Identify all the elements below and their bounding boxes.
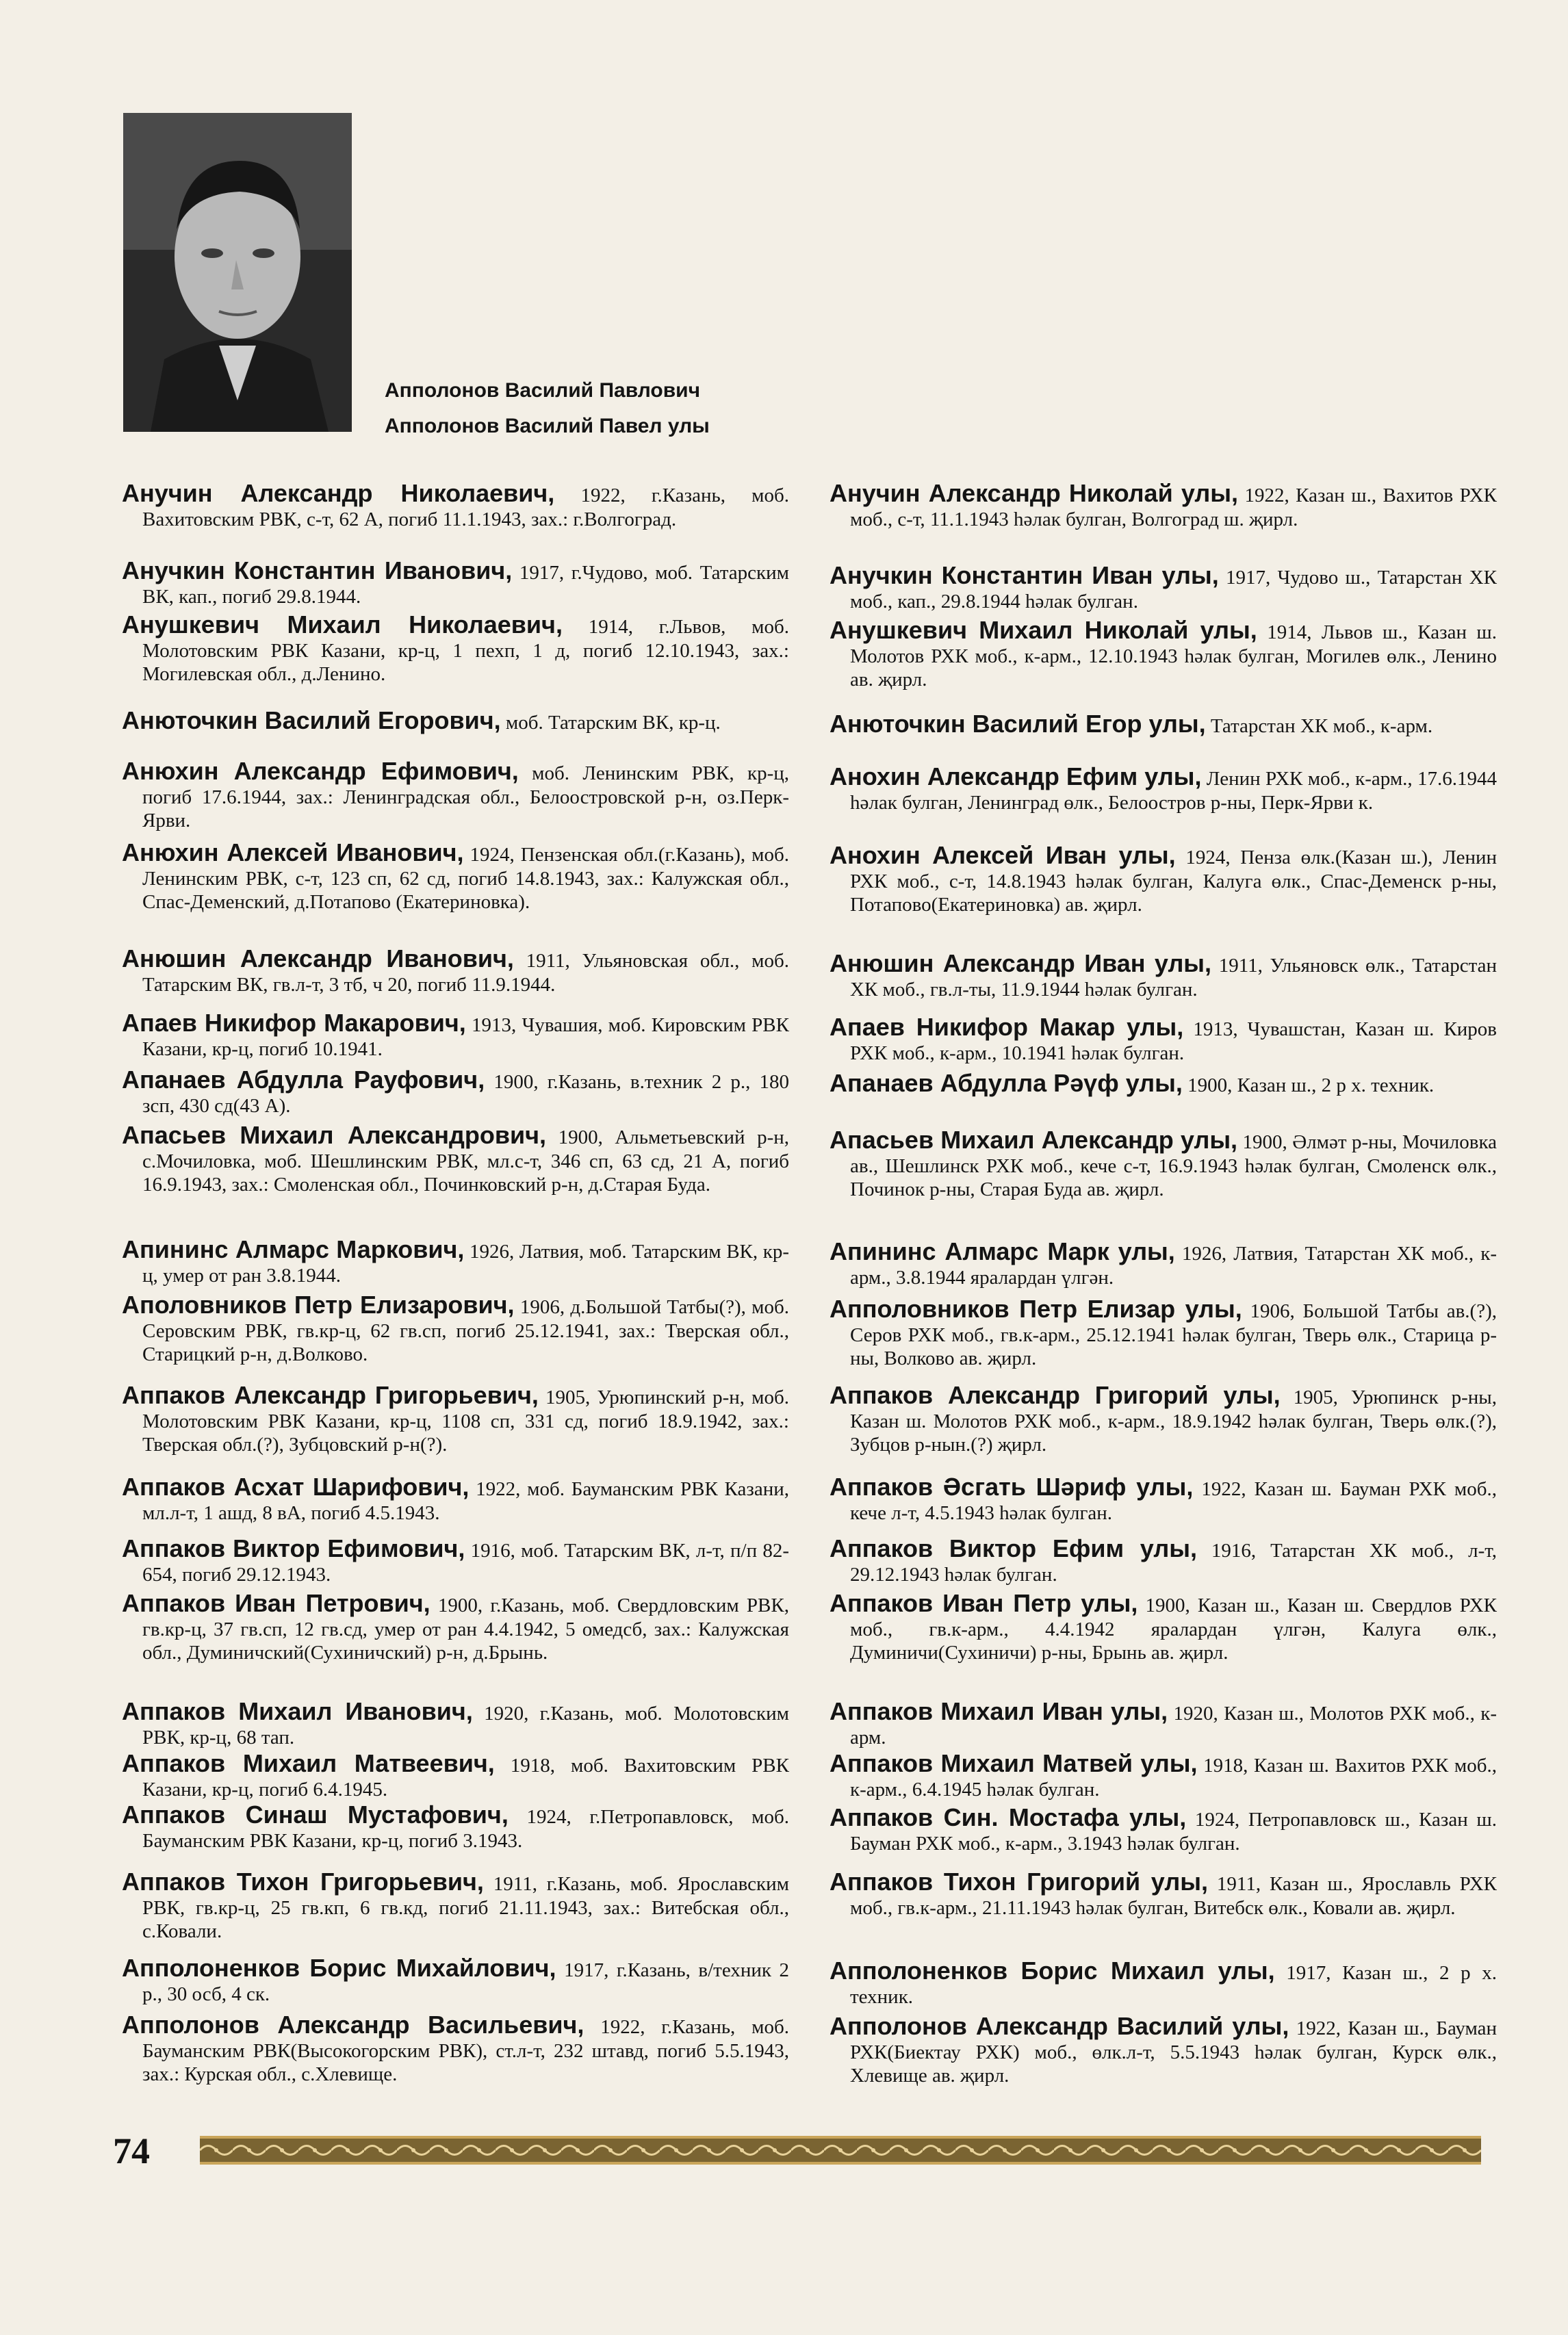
entry-tt: Аппаков Виктор Ефим улы, 1916, Татарстан ХК моб., л-т, 29.12.1943 һәлак булган. bbox=[830, 1534, 1497, 1586]
entry-ru: Анучин Александр Николаевич, 1922, г.Казань, моб. Вахитовским РВК, с-т, 62 А, погиб 11.1.1943, зах.: г.Волгоград. bbox=[122, 479, 789, 530]
entry-ru: Аппаков Тихон Григорьевич, 1911, г.Казань, моб. Ярославским РВК, гв.кр-ц, 25 гв.кп, 6 гв.кд, погиб 21.11.1943, зах.: Витебская обл., с.Ковали. bbox=[122, 1868, 789, 1942]
entry-ru: Аппаков Михаил Матвеевич, 1918, моб. Вахитовским РВК Казани, кр-ц, погиб 6.4.1945. bbox=[122, 1749, 789, 1801]
entry-ru: Аппаков Синаш Мустафович, 1924, г.Петропавловск, моб. Бауманским РВК Казани, кр-ц, погиб 3.1943. bbox=[122, 1801, 790, 1852]
entry-ru: Апининс Алмарс Маркович, 1926, Латвия, моб. Татарским ВК, кр-ц, умер от ран 3.8.1944. bbox=[122, 1235, 789, 1287]
entry-ru: Анушкевич Михаил Николаевич, 1914, г.Львов, моб. Молотовским РВК Казани, кр-ц, 1 пехп, 1 д, погиб 12.10.1943, зах.: Могилевская обл., д.Ленино. bbox=[122, 610, 790, 685]
portrait-caption bbox=[385, 373, 710, 444]
entry-tt: Аппаков Михаил Матвей улы, 1918, Казан ш. Вахитов РХК моб., к-арм., 6.4.1945 һәлак булган. bbox=[830, 1749, 1497, 1801]
entry-ru: Анучкин Константин Иванович, 1917, г.Чудово, моб. Татарским ВК, кап., погиб 29.8.1944. bbox=[122, 556, 789, 608]
entry-ru: Анюточкин Василий Егорович, моб. Татарским ВК, кр-ц. bbox=[122, 706, 721, 734]
entry-tt: Анучин Александр Николай улы, 1922, Казан ш., Вахитов РХК моб., с-т, 11.1.1943 һәлак булган, Волгоград ш. җирл. bbox=[830, 479, 1497, 530]
entry-tt: Анушкевич Михаил Николай улы, 1914, Львов ш., Казан ш. Молотов РХК моб., к-арм., 12.10.1943 һәлак булган, Могилев өлк., Ленино ав. җирл. bbox=[830, 616, 1498, 691]
portrait-photo bbox=[123, 113, 352, 432]
entry-ru: Анюхин Алексей Иванович, 1924, Пензенская обл.(г.Казань), моб. Ленинским РВК, с-т, 123 сп, 62 сд, погиб 14.8.1943, зах.: Калужская обл., Спас-Деменский, д.Потапово (Екатериновка). bbox=[122, 838, 789, 913]
entry-ru: Апанаев Абдулла Рауфович, 1900, г.Казань, в.техник 2 р., 180 зсп, 430 сд(43 А). bbox=[122, 1066, 789, 1117]
decorative-border-ornament bbox=[200, 2136, 1481, 2165]
entry-tt: Аппаков Тихон Григорий улы, 1911, Казан ш., Ярославль РХК моб., гв.к-арм., 21.11.1943 һәлак булган, Витебск өлк., Ковали ав. җирл. bbox=[830, 1868, 1497, 1919]
entry-ru: Аппаков Иван Петрович, 1900, г.Казань, моб. Свердловским РВК, гв.кр-ц, 37 гв.сп, 12 гв.сд, умер от ран 4.4.1942, 5 омедсб, зах.: Калужская обл., Думиничский(Сухиничский) р-н, д.Брынь. bbox=[122, 1589, 789, 1664]
entry-ru: Апполоненков Борис Михайлович, 1917, г.Казань, в/техник 2 р., 30 осб, 4 ск. bbox=[122, 1954, 789, 2005]
entry-tt: Аппаков Михаил Иван улы, 1920, Казан ш., Молотов РХК моб., к-арм. bbox=[830, 1697, 1497, 1749]
entry-ru: Аппаков Михаил Иванович, 1920, г.Казань, моб. Молотовским РВК, кр-ц, 68 тап. bbox=[122, 1697, 789, 1749]
entry-tt: Анучкин Константин Иван улы, 1917, Чудово ш., Татарстан ХК моб., кап., 29.8.1944 һәлак булган. bbox=[830, 561, 1497, 612]
entry-ru: Анюхин Александр Ефимович, моб. Ленинским РВК, кр-ц, погиб 17.6.1944, зах.: Ленинградская обл., Белоостровской р-н, оз.Перк-Ярви. bbox=[122, 757, 790, 831]
entry-tt: Апанаев Абдулла Рәүф улы, 1900, Казан ш., 2 р х. техник. bbox=[830, 1069, 1435, 1097]
entry-tt: Аппаков Александр Григорий улы, 1905, Урюпинск р-ны, Казан ш. Молотов РХК моб., к-арм., 18.9.1942 һәлак булган, Тверь өлк.(?), Зубцов р-нын.(?) җирл. bbox=[830, 1381, 1497, 1456]
entry-tt: Аппаков Иван Петр улы, 1900, Казан ш., Казан ш. Свердлов РХК моб., гв.к-арм., 4.4.1942 яралардан үлгән, Калуга өлк., Думиничи(Сухиничи) р-ны, Брынь ав. җирл. bbox=[830, 1589, 1497, 1664]
entry-ru: Апполонов Александр Васильевич, 1922, г.Казань, моб. Бауманским РВК(Высокогорским РВК), ст.л-т, 232 штавд, погиб 5.5.1943, зах.: Курская обл., с.Хлевище. bbox=[122, 2011, 789, 2085]
entry-ru: Аппаков Виктор Ефимович, 1916, моб. Татарским ВК, л-т, п/п 82-654, погиб 29.12.1943. bbox=[122, 1534, 789, 1586]
entry-ru: Анюшин Александр Иванович, 1911, Ульяновская обл., моб. Татарским ВК, гв.л-т, 3 тб, ч 20, погиб 11.9.1944. bbox=[122, 944, 789, 996]
entry-tt: Апполовников Петр Елизар улы, 1906, Большой Татбы ав.(?), Серов РХК моб., гв.к-арм., 25.12.1941 һәлак булган, Тверь өлк., Старица р-ны, Волково ав. җирл. bbox=[830, 1295, 1497, 1369]
entry-tt: Апаев Никифор Макар улы, 1913, Чувашстан, Казан ш. Киров РХК моб., к-арм., 10.1941 һәлак булган. bbox=[830, 1013, 1497, 1064]
entry-tt: Апининс Алмарс Марк улы, 1926, Латвия, Татарстан ХК моб., к-арм., 3.8.1944 яралардан үлгән. bbox=[830, 1237, 1497, 1289]
caption-russian: Апполонов Василий Павлович bbox=[385, 379, 701, 402]
entry-tt: Апасьев Михаил Александр улы, 1900, Әлмәт р-ны, Мочиловка ав., Шешлинск РХК моб., кече с-т, 16.9.1943 һәлак булган, Смоленск өлк., Починок р-ны, Старая Буда ав. җирл. bbox=[830, 1126, 1497, 1200]
entry-ru: Апасьев Михаил Александрович, 1900, Альметьевский р-н, с.Мочиловка, моб. Шешлинским РВК, мл.с-т, 346 сп, 63 сд, 21 А, погиб 16.9.1943, зах.: Смоленская обл., Починковский р-н, д.Старая Буда. bbox=[122, 1121, 789, 1196]
entry-ru: Аппаков Асхат Шарифович, 1922, моб. Бауманским РВК Казани, мл.л-т, 1 ашд, 8 вА, погиб 4.5.1943. bbox=[122, 1473, 790, 1524]
entry-tt: Аппаков Син. Мостафа улы, 1924, Петропавловск ш., Казан ш. Бауман РХК моб., к-арм., 3.1943 һәлак булган. bbox=[830, 1803, 1498, 1855]
entry-tt: Анюточкин Василий Егор улы, Татарстан ХК моб., к-арм. bbox=[830, 710, 1433, 738]
entry-tt: Анохин Алексей Иван улы, 1924, Пенза өлк.(Казан ш.), Ленин РХК моб., с-т, 14.8.1943 һәлак булган, Калуга өлк., Спас-Деменск р-ны, Потапово(Екатериновка) ав. җирл. bbox=[830, 841, 1498, 916]
entry-ru: Аполовников Петр Елизарович, 1906, д.Большой Татбы(?), моб. Серовским РВК, гв.кр-ц, 62 гв.сп, погиб 25.12.1941, зах.: Тверская обл., Старицкий р-н, д.Волково. bbox=[122, 1291, 789, 1365]
entry-tt: Аппаков Әсгать Шәриф улы, 1922, Казан ш. Бауман РХК моб., кече л-т, 4.5.1943 һәлак булган. bbox=[830, 1473, 1497, 1524]
entry-tt: Апполонов Александр Василий улы, 1922, Казан ш., Бауман РХК(Биектау РХК) моб., өлк.л-т, 5.5.1943 һәлак булган, Курск өлк., Хлевище ав. җирл. bbox=[830, 2012, 1498, 2087]
entry-tt: Анюшин Александр Иван улы, 1911, Ульяновск өлк., Татарстан ХК моб., гв.л-ты, 11.9.1944 һәлак булган. bbox=[830, 949, 1497, 1001]
entry-tt: Анохин Александр Ефим улы, Ленин РХК моб., к-арм., 17.6.1944 һәлак булган, Ленинград өлк., Белоостров р-ны, Перк-Ярви к. bbox=[830, 762, 1498, 814]
entry-tt: Апполоненков Борис Михаил улы, 1917, Казан ш., 2 р х. техник. bbox=[830, 1957, 1497, 2008]
entry-ru: Аппаков Александр Григорьевич, 1905, Урюпинский р-н, моб. Молотовским РВК Казани, кр-ц, 1108 сп, 331 сд, погиб 18.9.1942, зах.: Тверская обл.(?), Зубцовский р-н(?). bbox=[122, 1381, 789, 1456]
page-number: 74 bbox=[113, 2130, 150, 2171]
caption-tatar: Апполонов Василий Павел улы bbox=[385, 415, 710, 437]
entry-ru: Апаев Никифор Макарович, 1913, Чувашия, моб. Кировским РВК Казани, кр-ц, погиб 10.1941. bbox=[122, 1009, 789, 1060]
